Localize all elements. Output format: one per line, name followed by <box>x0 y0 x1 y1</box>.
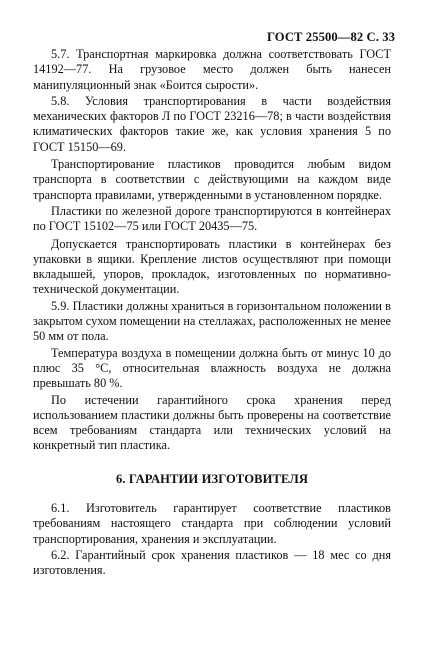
paragraph-expiry-check: По истечении гарантийного срока хранения перед использованием пластики должны быть проверены на соответствие всем требованиям стандарта или технических условий на конкретный тип пластика. <box>33 392 391 453</box>
page-body <box>33 47 391 580</box>
paragraph-5-8: 5.8. Условия транспортирования в части воздействия механических факторов Л по ГОСТ 23216—78; в части воздействия климатических факторов такие же, как условия хранения 5 по ГОСТ 15150—69. <box>33 93 391 154</box>
paragraph-5-9: 5.9. Пластики должны храниться в горизонтальном положении в закрытом сухом помещении на стеллажах, расположенных не менее 50 мм от пола. <box>33 298 391 344</box>
paragraph-container-packing: Допускается транспортировать пластики в контейнерах без упаковки в ящики. Крепление листов осуществляют при помощи вкладышей, упоров, прокладок, изготовленных по нормативно-технической документации. <box>33 236 391 297</box>
paragraph-transport-general: Транспортирование пластиков проводится любым видом транспорта в соответствии с действующими на каждом виде транспорта правилами, утвержденными в установленном порядке. <box>33 157 391 202</box>
paragraph-temperature: Температура воздуха в помещении должна быть от минус 10 до плюс 35 °С, относительная влажность воздуха не должна превышать 80 %. <box>33 345 391 391</box>
paragraph-rail-transport: Пластики по железной дороге транспортируются в контейнерах по ГОСТ 15102—75 или ГОСТ 20435—75. <box>33 203 391 234</box>
paragraph-6-1: 6.1. Изготовитель гарантирует соответствие пластиков требованиям настоящего стандарта при соблюдении условий транспортирования, хранения и эксплуатации. <box>33 501 391 546</box>
running-header: ГОСТ 25500—82 С. 33 <box>267 30 395 44</box>
section-heading: 6. ГАРАНТИИ ИЗГОТОВИТЕЛЯ <box>115 471 309 486</box>
paragraph-6-2: 6.2. Гарантийный срок хранения пластиков — 18 мес со дня изготовления. <box>33 547 391 578</box>
paragraph-5-7: 5.7. Транспортная маркировка должна соответствовать ГОСТ 14192—77. На грузовое место должен быть нанесен манипуляционный знак «Боится сырости». <box>33 47 391 92</box>
